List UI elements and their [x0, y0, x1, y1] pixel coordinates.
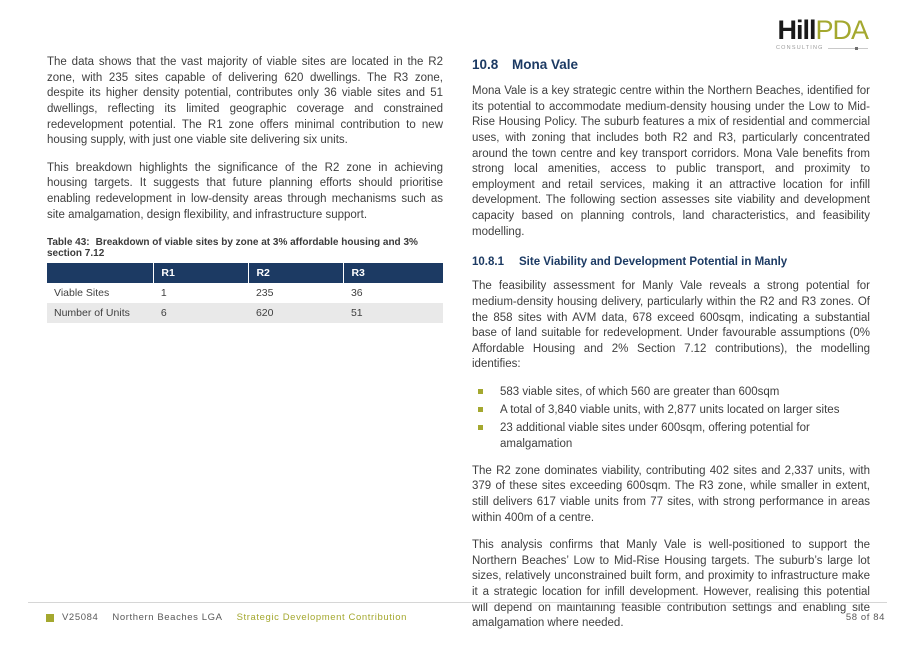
left-column: [47, 55, 443, 323]
logo-wordmark: [776, 16, 868, 44]
bullet-item: [472, 403, 870, 418]
report-title: Strategic Development Contribution: [236, 612, 407, 623]
table-cell: 1: [154, 283, 249, 303]
table-cell: 51: [344, 303, 443, 323]
table-caption: [47, 237, 443, 259]
bullet-square-icon: [478, 425, 483, 430]
client-name: Northern Beaches LGA: [112, 612, 223, 623]
table-caption-label: Table 43:: [47, 237, 90, 249]
table-row: [47, 283, 443, 303]
logo-rule: [828, 48, 855, 49]
bullet-text: 583 viable sites, of which 560 are greater than 600sqm: [500, 386, 780, 398]
logo-hill-text: Hill: [777, 15, 816, 45]
table-cell: 36: [344, 283, 443, 303]
paragraph: The data shows that the vast majority of viable sites are located in the R2 zone, with 235 sites capable of delivering 620 dwellings. The R3 zone, despite its higher density potential, contributes only 36 viable sites and 51 dwellings, reflecting its limited geographic coverage and constrained redevelopment potential. The R1 zone offers minimal contribution to new housing supply, with just one viable site delivering six units.: [47, 56, 443, 147]
table-header-cell: R3: [344, 263, 443, 283]
table-caption-text: Breakdown of viable sites by zone at 3% affordable housing and 3% section 7.12: [47, 237, 418, 260]
footer-square-icon: [46, 614, 54, 622]
project-code: V25084: [62, 612, 99, 623]
row-label-cell: Number of Units: [47, 303, 154, 323]
section-number: 10.8: [472, 57, 499, 72]
table-header-cell: R1: [154, 263, 249, 283]
hillpda-logo: [776, 16, 868, 51]
table-cell: 620: [249, 303, 344, 323]
table-row: [47, 303, 443, 323]
paragraph: This analysis confirms that Manly Vale is well-positioned to support the Northern Beaches’ Low to Mid-Rise Housing targets. The suburb’s large lot sizes, relatively unconstrained built form, and proximity to infrastructure make it a strategic location for infill development. However, realising this potential will depend on maintaining feasible contribution settings and enabling site amalgamation where needed.: [472, 539, 870, 630]
table-header-cell: [47, 263, 154, 283]
bullet-square-icon: [478, 389, 483, 394]
right-column: [472, 55, 870, 644]
paragraph: This breakdown highlights the significance of the R2 zone in achieving housing targets. It suggests that future planning efforts should prioritise enabling redevelopment in low-density areas through mechanisms such as site amalgamation, design flexibility, and infrastructure support.: [47, 161, 443, 221]
logo-tagline-text: CONSULTING: [776, 45, 824, 51]
logo-pda-text: PDA: [815, 15, 868, 45]
logo-rule-end: [858, 48, 868, 49]
table-header-cell: R2: [249, 263, 344, 283]
bullet-square-icon: [478, 407, 483, 412]
table-header-row: [47, 263, 443, 283]
paragraph: The R2 zone dominates viability, contributing 402 sites and 2,337 units, with 379 of these sites exceeding 600sqm. The R3 zone, while smaller in extent, still delivers 617 viable units from 77 sites, with strong performance in areas within 400m of a centre.: [472, 464, 870, 524]
page-footer: [28, 602, 887, 623]
footer-left-group: [28, 612, 407, 623]
bullet-item: [472, 385, 870, 400]
subsection-title: Site Viability and Development Potential in Manly: [519, 256, 788, 269]
viable-sites-table: [47, 263, 443, 323]
table-cell: 235: [249, 283, 344, 303]
bullet-text: A total of 3,840 viable units, with 2,877 units located on larger sites: [500, 404, 840, 417]
page-number: 58 of 84: [845, 612, 885, 623]
section-heading: [472, 57, 870, 72]
bullet-item: [472, 421, 870, 451]
table-cell: 6: [154, 303, 249, 323]
bullet-text: 23 additional viable sites under 600sqm, offering potential for amalgamation: [500, 422, 810, 450]
paragraph: The feasibility assessment for Manly Vale reveals a strong potential for medium-density housing delivery, particularly within the R2 and R3 zones. Of the 858 sites with AVM data, 678 exceed 600sqm, indicating a substantial base of land suitable for redevelopment. Under favourable assumptions (0% Affordable Housing and 2% Section 7.12 contributions), the modelling identifies:: [472, 280, 870, 371]
subsection-number: 10.8.1: [472, 256, 504, 269]
paragraph: Mona Vale is a key strategic centre within the Northern Beaches, identified for its potential to accommodate medium-density housing under the Low to Mid-Rise Housing Policy. The suburb features a mix of residential and commercial uses, with zoning that includes both R2 and R3, particularly concentrated around the town centre and key transport corridors. Mona Vale benefits from strong local amenities, access to public transport, and proximity to employment and retail services, making it an attractive location for infill development. The following section assesses site viability and development capacity based on planning controls, land characteristics, and feasibility modelling.: [472, 85, 870, 238]
row-label-cell: Viable Sites: [47, 283, 154, 303]
logo-tagline-row: [776, 45, 868, 51]
section-title: Mona Vale: [512, 57, 579, 72]
bullet-list: [472, 385, 870, 452]
subsection-heading: [472, 256, 870, 268]
